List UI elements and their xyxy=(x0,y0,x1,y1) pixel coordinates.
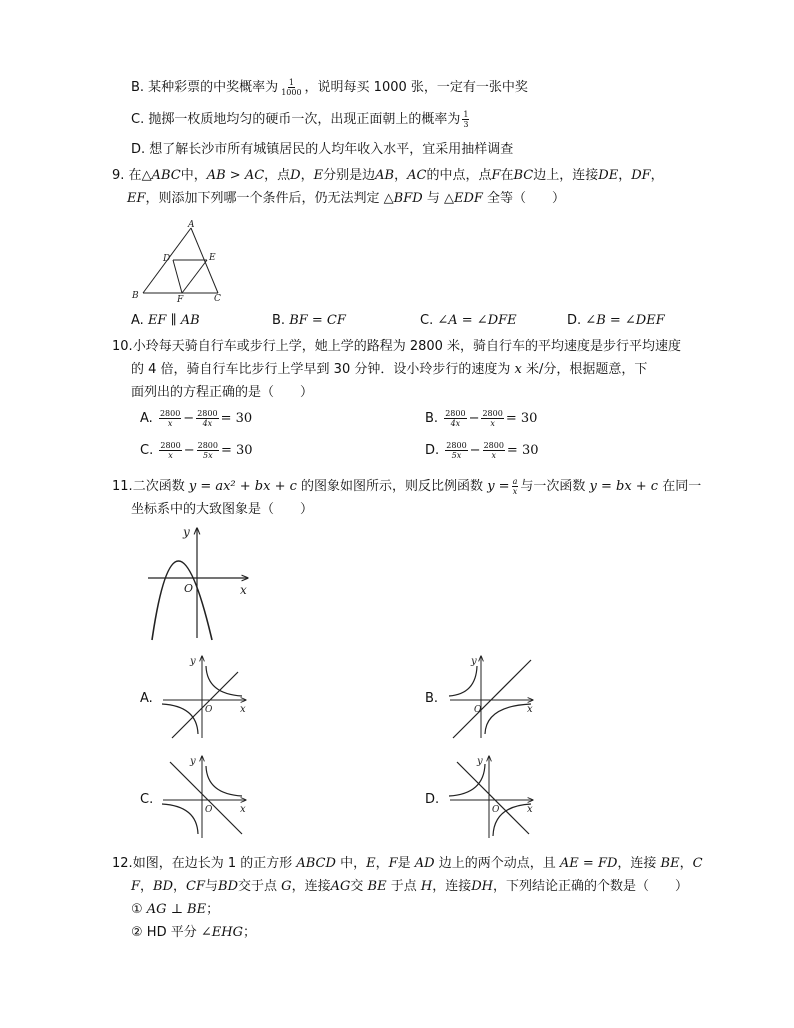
q9-text: 中， xyxy=(180,168,207,183)
q12-text: ， xyxy=(173,879,187,894)
frac-1 xyxy=(159,441,181,460)
q11-math: y = ax² + bx + c xyxy=(188,479,297,494)
q9-math: AB xyxy=(375,168,395,183)
label-f: F xyxy=(177,295,184,305)
q11-text: 在同一 xyxy=(662,479,702,494)
frac-2 xyxy=(481,409,503,428)
q11-math: y = bx + c xyxy=(589,479,659,494)
q10-var: x xyxy=(514,362,522,377)
line-graph xyxy=(170,762,242,834)
option-label: C. xyxy=(420,313,434,328)
den: x xyxy=(490,419,495,428)
num: 2800 xyxy=(197,441,218,450)
q9-text: 与 xyxy=(426,191,440,206)
label-a: A xyxy=(188,220,195,230)
q10-option-d: D. $\frac{2800}{5x}$ − $\frac{2800}{x}$ = 30 xyxy=(425,441,539,460)
q11-option-d-graph xyxy=(447,752,539,842)
q11-math: y = xyxy=(487,479,510,494)
option-label: B. xyxy=(425,411,439,426)
den: x xyxy=(167,419,173,428)
num: 2800 xyxy=(159,409,181,418)
x-label: x xyxy=(240,583,247,597)
q12-text: 边上的两个动点，且 xyxy=(438,856,556,871)
q9-number: 9. xyxy=(112,168,125,183)
hyperbola-branch-1 xyxy=(449,764,485,796)
origin-label: O xyxy=(492,805,500,815)
q9-math: △EDF xyxy=(443,191,483,206)
q9-math: F xyxy=(491,168,501,183)
q12-text: 中， xyxy=(340,856,367,871)
q11-option-a-graph xyxy=(160,652,252,742)
q12-math: H xyxy=(420,879,433,894)
q12-line-2 xyxy=(131,878,688,896)
q12-math: F xyxy=(131,879,141,894)
q12-text: ， xyxy=(679,856,693,871)
q8-c-fraction xyxy=(462,110,469,129)
y-label: y xyxy=(183,525,190,539)
q12-math: G xyxy=(281,879,292,894)
label-e: E xyxy=(209,253,216,263)
option-expr: EF ∥ AB xyxy=(147,313,200,328)
q12-math: AD xyxy=(414,856,435,871)
q12-conclusion-1 xyxy=(131,901,219,919)
q11-line-1 xyxy=(112,477,701,496)
q12-conclusion-2 xyxy=(131,924,256,942)
y-label: y xyxy=(190,656,196,667)
q10-number: 10. xyxy=(112,339,133,354)
q9-math: D xyxy=(290,168,301,183)
q11-text: 的图象如图所示，则反比例函数 xyxy=(301,479,484,494)
origin-label: O xyxy=(474,705,482,715)
q10-option-b: B. $\frac{2800}{4x}$ − $\frac{2800}{x}$ = 30 xyxy=(425,409,538,428)
q12-text: 与 xyxy=(205,879,219,894)
q9-text: 全等（ ） xyxy=(487,191,566,206)
option-expr: ∠A = ∠DFE xyxy=(437,313,517,328)
option-label: D. xyxy=(425,443,440,458)
num: 2800 xyxy=(482,409,503,418)
q10-line-3: 面列出的方程正确的是（ ） xyxy=(131,385,314,400)
q12-number: 12. xyxy=(112,856,133,871)
q12-math: E xyxy=(366,856,376,871)
q9-text: 分别是边 xyxy=(323,168,376,183)
q10-option-c: C. $\frac{2800}{x}$ − $\frac{2800}{5x}$ = 30 xyxy=(140,441,253,460)
q9-math: DF xyxy=(631,168,651,183)
q9-text: ，则添加下列哪一个条件后，仍无法判定 xyxy=(145,191,380,206)
num: 2800 xyxy=(160,441,181,450)
conclusion-pre: HD 平分 xyxy=(146,925,197,940)
num: 2800 xyxy=(197,409,218,418)
q8-c-num: 1 xyxy=(463,110,469,119)
q8-option-c xyxy=(131,110,471,129)
q9-option-d xyxy=(567,312,665,330)
hyperbola-branch-2 xyxy=(485,704,531,734)
den: 4x xyxy=(202,419,213,428)
q12-text: ，连接 xyxy=(432,879,472,894)
num: 2800 xyxy=(483,441,504,450)
q11-option-c-label: C. xyxy=(140,792,154,807)
hyperbola-branch-1 xyxy=(206,766,242,796)
frac-1 xyxy=(445,441,467,460)
conclusion-mark: ② xyxy=(131,925,143,940)
q12-text: ，连接 xyxy=(617,856,657,871)
q12-math: AG xyxy=(330,879,351,894)
option-label: A. xyxy=(131,313,144,328)
q8-b-fraction xyxy=(280,78,302,97)
segment-df xyxy=(173,260,182,293)
frac-2 xyxy=(197,441,219,460)
q12-text: ，下列结论正确的个数是（ ） xyxy=(492,879,688,894)
q8-b-text-a: B. 某种彩票的中奖概率为 xyxy=(131,80,279,95)
den: x xyxy=(512,487,518,496)
q9-math: EF xyxy=(127,191,146,206)
q12-text: ， xyxy=(140,879,154,894)
q12-math: DH xyxy=(471,879,493,894)
q9-option-c xyxy=(420,312,517,330)
frac-1 xyxy=(159,409,181,428)
q9-text: ， xyxy=(394,168,408,183)
rhs: = 30 xyxy=(506,443,539,458)
origin-label: O xyxy=(205,805,213,815)
option-expr: ∠B = ∠DEF xyxy=(585,313,665,328)
option-label: A. xyxy=(140,411,153,426)
option-label: C. xyxy=(140,443,154,458)
hyperbola-branch-1 xyxy=(449,666,477,696)
q12-math: C xyxy=(692,856,703,871)
q9-text: ， xyxy=(650,168,664,183)
q11-option-a-label: A. xyxy=(140,691,153,706)
q12-text: 交于点 xyxy=(238,879,278,894)
q8-b-num: 1 xyxy=(288,78,294,87)
q11-option-b-label: B. xyxy=(425,691,439,706)
q10-line-2 xyxy=(131,361,647,379)
q11-option-c-graph xyxy=(160,752,252,842)
q9-triangle-figure xyxy=(130,222,230,304)
frac-2 xyxy=(483,441,505,460)
q9-text: 在 xyxy=(128,168,142,183)
x-label: x xyxy=(527,804,533,815)
q9-option-b xyxy=(272,312,346,330)
q9-math: △ABC xyxy=(141,168,181,183)
q9-text: ， xyxy=(300,168,314,183)
q10-text: 的 4 倍，骑自行车比步行上学早到 30 分钟．设小玲步行的速度为 xyxy=(131,362,511,377)
q11-number: 11. xyxy=(112,479,133,494)
q12-math: BE xyxy=(660,856,680,871)
q12-math: AE = FD xyxy=(559,856,618,871)
q9-math: AC xyxy=(407,168,427,183)
conclusion-expr: AG ⊥ BE xyxy=(146,902,207,917)
q9-math: DE xyxy=(598,168,619,183)
num: a xyxy=(512,477,518,486)
origin-label: O xyxy=(184,582,194,595)
q12-text: 交 xyxy=(350,879,364,894)
y-label: y xyxy=(477,756,483,767)
q12-text: 于点 xyxy=(390,879,417,894)
q9-math: E xyxy=(313,168,324,183)
q9-text: 的中点，点 xyxy=(426,168,492,183)
q9-text: ，点 xyxy=(264,168,291,183)
conclusion-mark: ① xyxy=(131,902,143,917)
x-label: x xyxy=(240,804,246,815)
q10-line-1 xyxy=(112,338,681,356)
x-label: x xyxy=(240,704,246,715)
q9-line-1 xyxy=(112,167,664,185)
q11-text: 与一次函数 xyxy=(520,479,586,494)
q9-text: ， xyxy=(618,168,632,183)
num: 2800 xyxy=(445,409,466,418)
den: x xyxy=(168,451,173,460)
hyperbola-branch-2 xyxy=(162,804,198,834)
frac-1 xyxy=(444,409,466,428)
q9-math: △BFD xyxy=(383,191,423,206)
frac-2 xyxy=(196,409,218,428)
q11-inv-frac xyxy=(512,477,519,496)
line-graph xyxy=(453,660,531,738)
den: 5x xyxy=(451,451,462,460)
y-label: y xyxy=(190,756,196,767)
rhs: = 30 xyxy=(220,411,253,426)
rhs: = 30 xyxy=(505,411,538,426)
option-label: B. xyxy=(272,313,286,328)
den: 4x xyxy=(450,419,461,428)
q11-option-b-graph xyxy=(447,652,539,742)
parabola-curve xyxy=(152,561,212,640)
q12-math: BD xyxy=(153,879,174,894)
q11-main-graph xyxy=(140,522,255,642)
q11-line-2: 坐标系中的大致图象是（ ） xyxy=(131,502,314,517)
label-d: D xyxy=(163,254,171,264)
segment-ef xyxy=(182,260,207,293)
q9-line-2 xyxy=(127,190,565,208)
q12-math: BE xyxy=(367,879,387,894)
q12-line-1 xyxy=(112,855,703,873)
q8-c-den: 3 xyxy=(463,120,469,129)
q12-text: 是 xyxy=(397,856,411,871)
q12-text: 如图，在边长为 1 的正方形 xyxy=(132,856,293,871)
line-graph xyxy=(457,762,529,834)
q12-math: ABCD xyxy=(296,856,336,871)
q8-c-text-a: C. 抛掷一枚质地均匀的硬币一次，出现正面朝上的概率为 xyxy=(131,112,461,127)
q12-text: ，连接 xyxy=(291,879,331,894)
q8-option-d: D. 想了解长沙市所有城镇居民的人均年收入水平，宜采用抽样调查 xyxy=(131,142,514,157)
q12-math: F xyxy=(388,856,398,871)
rhs: = 30 xyxy=(220,443,253,458)
q9-option-a xyxy=(131,312,200,330)
den: 5x xyxy=(203,451,213,460)
q12-math: BD xyxy=(218,879,239,894)
q10-text: 小玲每天骑自行车或步行上学，她上学的路程为 2800 米，骑自行车的平均速度是步行平均速度 xyxy=(132,339,682,354)
x-label: x xyxy=(527,704,533,715)
q8-option-b xyxy=(131,78,528,97)
q8-b-text-b: ，说明每买 1000 张，一定有一张中奖 xyxy=(304,80,528,95)
origin-label: O xyxy=(205,705,213,715)
conclusion-end: ； xyxy=(242,925,256,940)
conclusion-expr: ∠EHG xyxy=(200,925,243,940)
q9-text: 边上，连接 xyxy=(533,168,599,183)
q9-math: BC xyxy=(513,168,534,183)
q9-text: 在 xyxy=(500,168,514,183)
q10-option-a: A. $\frac{2800}{x}$ − $\frac{2800}{4x}$ = 30 xyxy=(140,409,253,428)
q12-text: ， xyxy=(375,856,389,871)
label-b: B xyxy=(132,291,139,301)
q11-option-d-label: D. xyxy=(425,792,440,807)
q12-math: CF xyxy=(186,879,206,894)
y-label: y xyxy=(471,656,477,667)
option-label: D. xyxy=(567,313,582,328)
q9-math: AB > AC xyxy=(206,168,265,183)
q10-text: 米/分，根据题意，下 xyxy=(525,362,648,377)
den: x xyxy=(491,451,496,460)
num: 2800 xyxy=(446,441,467,450)
q8-b-den: 1000 xyxy=(281,88,302,97)
label-c: C xyxy=(214,294,221,304)
q11-text: 二次函数 xyxy=(132,479,185,494)
hyperbola-branch-1 xyxy=(206,666,242,696)
conclusion-end: ； xyxy=(206,902,220,917)
option-expr: BF = CF xyxy=(289,313,346,328)
